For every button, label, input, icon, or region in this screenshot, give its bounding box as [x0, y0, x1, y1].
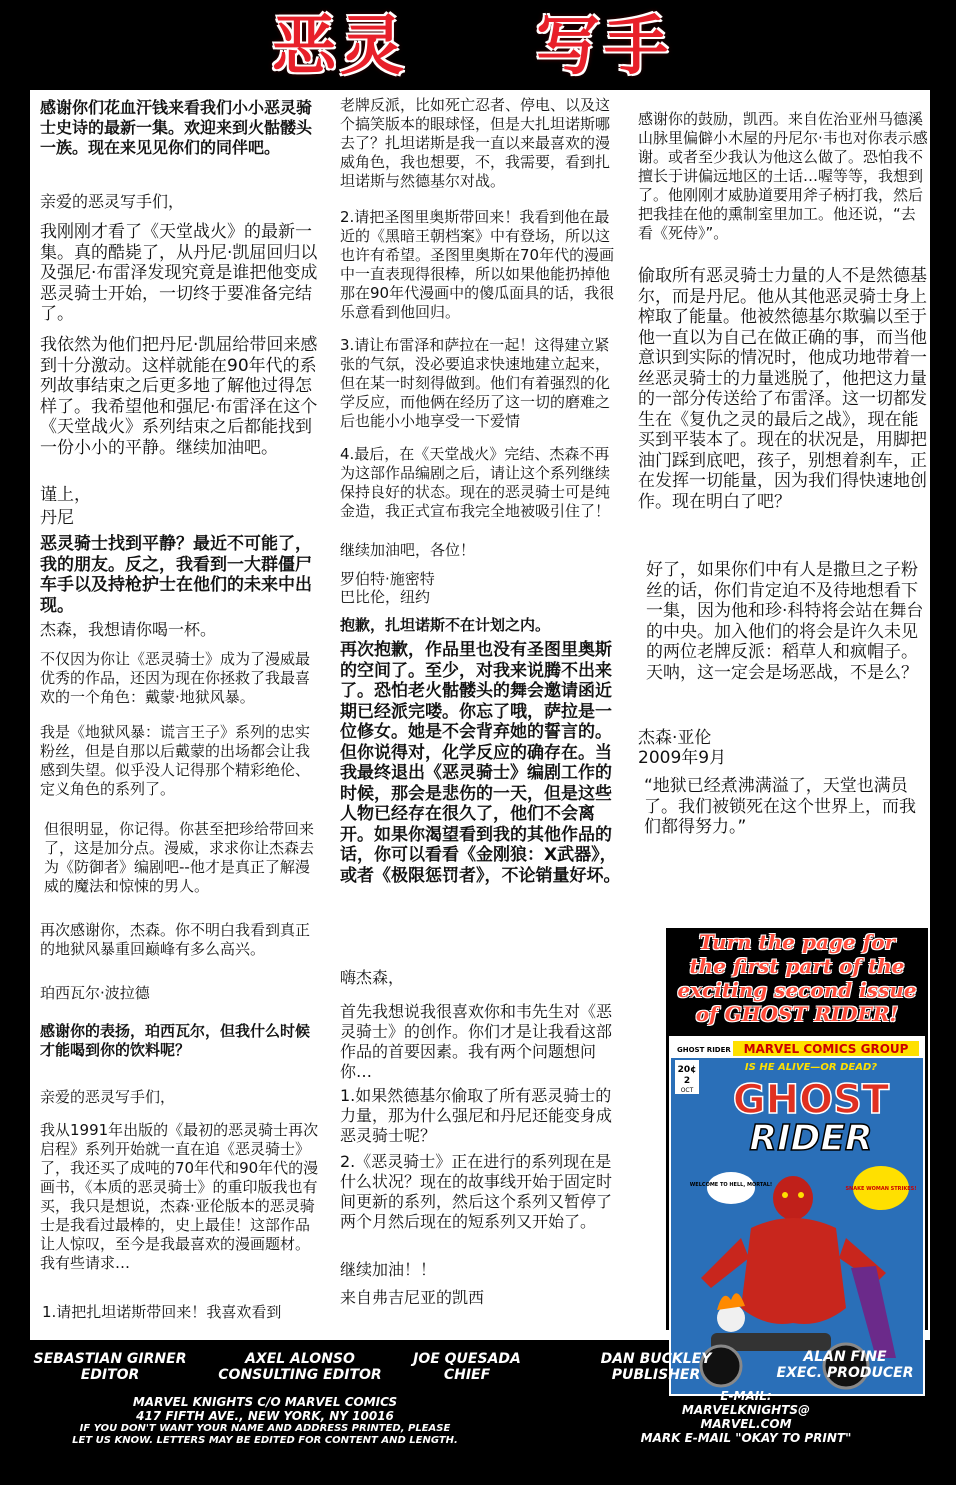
letter-paragraph: 3.请让布雷泽和萨拉在一起！这得建立紧张的气氛，没必要追求快速地建立起来，但在某一时刻得做到。他们有着强烈的化学反应，而他俩在经历了这一切的磨难之后也能小小地享受一下爱情	[340, 336, 611, 430]
editor-reply: 好了，如果你们中有人是撒旦之子粉丝的话，你们肯定迫不及待地想看下一集，因为他和珍·科特将会站在舞台的中央。加入他们的将会是许久未见的两位老牌反派：稻草人和疯帽子。天呐，这一定会是场恶战，不是么？	[646, 560, 924, 683]
cover-small-title: GHOST RIDER	[677, 1046, 731, 1054]
mailing-address	[60, 1395, 470, 1447]
credit-publisher	[586, 1351, 726, 1383]
address-note: IF YOU DON'T WANT YOUR NAME AND ADDRESS PRINTED, PLEASE	[79, 1423, 451, 1434]
cover-price: 20¢	[677, 1065, 697, 1075]
letter-signature: 罗伯特·施密特	[340, 570, 435, 588]
cover-publisher: MARVEL COMICS GROUP	[743, 1042, 909, 1056]
letter-paragraph: 再次感谢你，杰森。你不明白我看到真正的地狱风暴重回巅峰有多么高兴。	[40, 921, 311, 958]
cover-logo-bottom: RIDER	[749, 1118, 873, 1159]
title-right: 写手	[536, 10, 672, 84]
credit-role: PUBLISHER	[611, 1367, 701, 1383]
address-note: LET US KNOW. LETTERS MAY BE EDITED FOR CONTENT AND LENGTH.	[72, 1435, 458, 1446]
promo-line: exciting second issue	[677, 978, 917, 1002]
promo-line: Turn the page for	[698, 930, 896, 954]
promo-line: the first part of the	[689, 954, 905, 978]
email-address: MARVELKNIGHTS@	[681, 1403, 811, 1417]
page-title	[0, 6, 956, 88]
letter-paragraph: 4.最后，在《天堂战火》完结、杰森不再为这部作品编剧之后，请让这个系列继续保持良好的状态。现在的恶灵骑士可是纯金造，我正式宣布我完全地被吸引住了！	[340, 445, 611, 520]
editor-intro: 感谢你们花血汗钱来看我们小小恶灵骑士史诗的最新一集。欢迎来到火骷髅头一族。现在来见见你们的同伴吧。	[40, 98, 313, 157]
editor-reply: 感谢你的鼓励，凯西。来自佐治亚州马德溪山脉里偏僻小木屋的丹尼尔·韦也对你表示感谢。或者至少我认为他这么做了。恐怕我不擅长于讲偏远地区的土话…喔等等，我想到了。他刚刚才威胁道要用斧子柄打我，然后把我挂在他的熏制室里加工。他还说，“去看《死侍》”。	[638, 110, 928, 242]
credit-exec-producer	[770, 1349, 920, 1381]
address-line: MARVEL KNIGHTS C/O MARVEL COMICS	[132, 1395, 398, 1409]
credit-name: SEBASTIAN GIRNER	[33, 1351, 187, 1367]
email-note: MARK E-MAIL "OKAY TO PRINT"	[640, 1431, 852, 1445]
letter-salutation: 嗨杰森，	[340, 968, 405, 987]
editor-reply: 抱歉，扎坦诺斯不在计划之内。	[340, 616, 551, 634]
letter-paragraph: 2.《恶灵骑士》正在进行的系列现在是什么状况？现在的故事线开始于固定时间更新的系列，然后这个系列又暂停了两个月然后现在的短系列又开始了。	[340, 1152, 613, 1231]
letter-location: 巴比伦，纽约	[340, 588, 431, 606]
credit-name: JOE QUESADA	[413, 1351, 521, 1367]
credit-role: EXEC. PRODUCER	[776, 1365, 914, 1381]
editor-signature: 杰森·亚伦	[638, 728, 712, 748]
letter-paragraph: 首先我想说我很喜欢你和韦先生对《恶灵骑士》的创作。你们才是让我看这部作品的首要因素。我有两个问题想问你…	[340, 1002, 613, 1081]
letter-signoff: 继续加油！！	[340, 1260, 437, 1279]
promo-line: of GHOST RIDER!	[695, 1002, 899, 1026]
letter-signature: 丹尼	[40, 508, 74, 528]
letter-paragraph: 1.请把扎坦诺斯带回来！我喜欢看到	[42, 1303, 282, 1321]
cover-issue: 2	[683, 1076, 691, 1086]
cover-month: OCT	[680, 1087, 694, 1094]
reply-date: 2009年9月	[638, 748, 727, 768]
credit-role: CHIEF	[443, 1367, 491, 1383]
email-label: E-MAIL:	[720, 1389, 772, 1403]
closing-quote: “地狱已经煮沸满溢了，天堂也满员了。我们被锁死在这个世界上，而我们都得努力。”	[644, 776, 916, 837]
letter-paragraph: 2.请把圣图里奥斯带回来！我看到他在最近的《黑暗王朝档案》中有登场，所以这也许有希望。圣图里奥斯在70年代的漫画中一直表现得很棒，所以如果他能扔掉他那在90年代漫画中的傻瓜面具的话，我很乐意看到他回归。	[340, 208, 615, 321]
credits-footer	[0, 1345, 956, 1485]
letter-signature: 来自弗吉尼亚的凯西	[340, 1288, 485, 1307]
letter-salutation: 亲爱的恶灵写手们，	[40, 192, 185, 211]
address-line: 417 FIFTH AVE., NEW YORK, NY 10016	[136, 1409, 394, 1423]
credit-name: ALAN FINE	[803, 1349, 887, 1365]
email-block	[636, 1389, 856, 1445]
letter-signature: 珀西瓦尔·波拉德	[40, 984, 150, 1002]
comic-preview	[666, 928, 928, 1330]
letter-salutation: 杰森，我想请你喝一杯。	[40, 620, 217, 639]
letter-signoff: 谨上，	[40, 485, 91, 505]
credit-role: CONSULTING EDITOR	[218, 1367, 382, 1383]
letter-paragraph: 不仅因为你让《恶灵骑士》成为了漫威最优秀的作品，还因为现在你拯救了我最喜欢的一个角色：戴蒙·地狱风暴。	[40, 650, 311, 706]
cover-bubble-2: SNAKE WOMAN STRIKES!	[845, 1186, 917, 1192]
letter-paragraph: 但很明显，你记得。你甚至把珍给带回来了，这是加分点。漫威，求求你让杰森去为《防御者》编剧吧--他才是真正了解漫威的魔法和惊悚的男人。	[44, 820, 315, 895]
credit-editor	[30, 1351, 190, 1383]
editor-reply: 恶灵骑士找到平静？最近不可能了，我的朋友。反之，我看到一大群僵尸车手以及持枪护士在他们的未来中出现。	[40, 534, 312, 616]
letter-signoff: 继续加油吧，各位！	[340, 541, 476, 559]
editor-reply: 再次抱歉，作品里也没有圣图里奥斯的空间了。至少，对我来说腾不出来了。恐怕老火骷髅头的舞会邀请函近期已经派完喽。你忘了哦，萨拉是一位修女。她是不会背弃她的誓言的。但你说得对，化学反应的确存在。当我最终退出《恶灵骑士》编剧工作的时候，那会是悲伤的一天，但是这些人物已经存在很久了，他们不会离开。如果你渴望看到我的其他作品的话，你可以看看《金刚狼：X武器》，或者《极限惩罚者》，不论销量好坏。	[340, 640, 621, 886]
cover-tagline: IS HE ALIVE—OR DEAD?	[744, 1062, 878, 1073]
letter-paragraph: 1.如果然德基尔偷取了所有恶灵骑士的力量，那为什么强尼和丹尼还能变身成恶灵骑士呢？	[340, 1086, 613, 1145]
letter-paragraph: 我刚刚才看了《天堂战火》的最新一集。真的酷毙了，从丹尼·凯屈回归以及强尼·布雷泽发现究竟是谁把他变成恶灵骑士开始，一切终于要准备完结了。	[40, 222, 318, 324]
letter-paragraph: 我依然为他们把丹尼·凯屈给带回来感到十分激动。这样就能在90年代的系列故事结束之后更多地了解他过得怎样了。我希望他和强尼·布雷泽在这个《天堂战火》系列结束之后都能找到一份小小的平静。继续加油吧。	[40, 335, 318, 458]
letter-salutation: 亲爱的恶灵写手们，	[40, 1088, 176, 1106]
credit-name: DAN BUCKLEY	[600, 1351, 712, 1367]
credit-consulting-editor	[212, 1351, 388, 1383]
letter-paragraph: 老牌反派，比如死亡忍者、停电、以及这个搞笑版本的眼球怪，但是大扎坦诺斯哪去了？扎坦诺斯是我一直以来最喜欢的漫威角色，我也想要，不，我需要，看到扎坦诺斯与然德基尔对战。	[340, 96, 611, 190]
email-address: MARVEL.COM	[700, 1417, 792, 1431]
cover-logo-top: GHOST	[732, 1077, 890, 1123]
editor-reply: 感谢你的表扬，珀西瓦尔，但我什么时候才能喝到你的饮料呢？	[40, 1022, 311, 1059]
credit-role: EDITOR	[80, 1367, 140, 1383]
letter-paragraph: 我是《地狱风暴：谎言王子》系列的忠实粉丝，但是自那以后戴蒙的出场都会让我感到失望。似乎没人记得那个精彩绝伦、定义角色的系列了。	[40, 723, 311, 798]
letters-panel	[30, 90, 930, 1340]
comic-cover	[669, 1036, 925, 1396]
editor-reply: 偷取所有恶灵骑士力量的人不是然德基尔，而是丹尼。他从其他恶灵骑士身上榨取了能量。他被然德基尔欺骗以至于他一直以为自己在做正确的事，而当他意识到实际的情况时，他成功地带着一丝恶灵骑士的力量逃脱了，他把这力量的一部分传送给了布雷泽。这一切都发生在《复仇之灵的最后之战》，现在能买到平装本了。现在的状况是，用脚把油门踩到底吧，孩子，别想着刹车，正在发挥一切能量，因为我们得快速地创作。现在明白了吧？	[638, 266, 927, 512]
cover-bubble-1: WELCOME TO HELL, MORTAL!	[689, 1182, 773, 1188]
next-page-promo	[666, 928, 928, 1030]
cover-art	[671, 1038, 923, 1394]
credit-name: AXEL ALONSO	[245, 1351, 355, 1367]
title-left: 恶灵	[272, 10, 408, 84]
credit-chief	[400, 1351, 534, 1383]
letter-paragraph: 我从1991年出版的《最初的恶灵骑士再次启程》系列开始就一直在追《恶灵骑士》了，我还买了成吨的70年代和90年代的漫画书，《本质的恶灵骑士》的重印版我也有买，我只是想说，杰森·亚伦版本的恶灵骑士是我看过最棒的，史上最佳！这部作品让人惊叹，至今是我最喜欢的漫画题材。我有些请求…	[40, 1121, 319, 1272]
